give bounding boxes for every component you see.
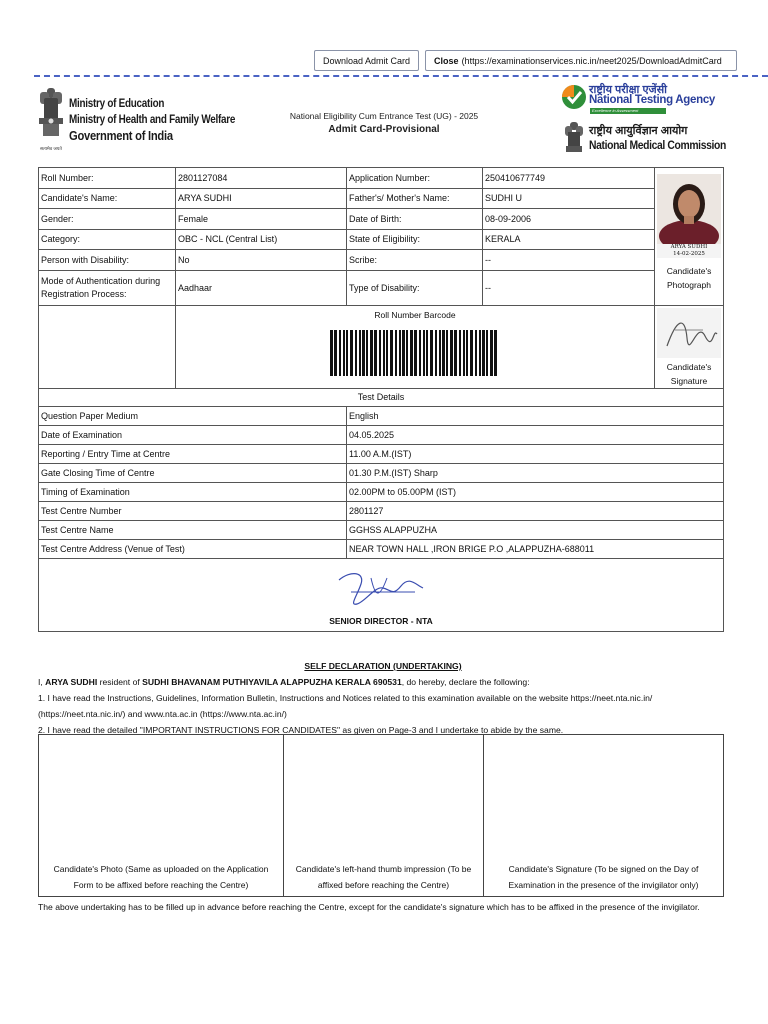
state-eligibility-label: State of Eligibility:	[347, 229, 483, 250]
barcode-bar	[370, 330, 373, 376]
barcode-bar	[475, 330, 477, 376]
test-detail-value: 2801127	[347, 501, 724, 520]
nmc-logo	[559, 120, 734, 162]
dashed-separator	[34, 75, 768, 77]
barcode-bar	[426, 330, 428, 376]
toolbar	[314, 50, 737, 72]
pwd-value: No	[176, 250, 347, 271]
self-declaration	[38, 658, 728, 738]
roll-number-value: 2801127084	[176, 168, 347, 189]
intro-mid: resident of	[97, 677, 143, 687]
nmc-hindi-name: राष्ट्रीय आयुर्विज्ञान आयोग	[589, 125, 688, 137]
barcode-bar	[490, 330, 493, 376]
barcode-bar	[463, 330, 465, 376]
ministry-block	[69, 96, 262, 144]
barcode-bar	[479, 330, 481, 376]
gender-label: Gender:	[39, 209, 176, 230]
barcode-bar	[454, 330, 457, 376]
parent-name-label: Father's/ Mother's Name:	[347, 188, 483, 209]
barcode-bar	[482, 330, 485, 376]
category-label: Category:	[39, 229, 176, 250]
test-detail-label: Reporting / Entry Time at Centre	[39, 444, 347, 463]
photo-cell	[655, 168, 724, 306]
test-detail-label: Test Centre Address (Venue of Test)	[39, 539, 347, 558]
test-detail-value: 02.00PM to 05.00PM (IST)	[347, 482, 724, 501]
state-eligibility-value: KERALA	[483, 229, 655, 250]
signature-caption: Candidate's Signature	[666, 361, 712, 386]
barcode-bar	[334, 330, 337, 376]
photograph-caption: Candidate's Photograph	[666, 266, 712, 290]
dob-label: Date of Birth:	[347, 209, 483, 230]
test-detail-value: GGHSS ALAPPUZHA	[347, 520, 724, 539]
test-detail-value: NEAR TOWN HALL ,IRON BRIGE P.O ,ALAPPUZHA-688011	[347, 539, 724, 558]
signature-affix-box: Candidate's Signature (To be signed on the Day of Examination in the presence of the invigilator only)	[484, 735, 724, 897]
declaration-point-1: 1. I have read the Instructions, Guidelines, Information Bulletin, Instructions and Notices related to this examination available on the website https://neet.nta.nic.in/	[38, 693, 653, 703]
barcode-bar	[362, 330, 365, 376]
declaration-point-1-cont: (https://neet.nta.nic.in/) and www.nta.ac.in (https://www.nta.ac.in/)	[38, 709, 287, 719]
scribe-value: --	[483, 250, 655, 271]
affix-boxes	[38, 734, 724, 897]
test-detail-value: 01.30 P.M.(IST) Sharp	[347, 463, 724, 482]
intro-suffix: , do hereby, declare the following:	[401, 677, 530, 687]
national-emblem-icon	[34, 86, 68, 148]
barcode-bar	[466, 330, 468, 376]
nta-logo	[559, 82, 734, 114]
card-title: Admit Card-Provisional	[328, 124, 440, 135]
auth-mode-label: Mode of Authentication during Registration Process:	[39, 270, 176, 305]
barcode-bar	[343, 330, 345, 376]
parent-name-value: SUDHI U	[483, 188, 655, 209]
photo-date-stamp: 14-02-2025	[673, 251, 705, 257]
category-value: OBC - NCL (Central List)	[176, 229, 347, 250]
director-signature-image	[331, 566, 431, 612]
signature-cell	[655, 305, 724, 388]
test-details-heading: Test Details	[39, 388, 724, 406]
barcode-bar	[414, 330, 417, 376]
barcode-bar	[442, 330, 445, 376]
nmc-english-name: National Medical Commission	[589, 140, 726, 152]
barcode-bar	[339, 330, 341, 376]
barcode-bar	[450, 330, 453, 376]
intro-name: ARYA SUDHI	[45, 677, 98, 687]
declaration-point-2: 2. I have read the detailed "IMPORTANT INSTRUCTIONS FOR CANDIDATES" as given on Page-3 and I undertake to abide by the same.	[38, 725, 564, 735]
blank-cell	[39, 305, 176, 388]
barcode-bar	[366, 330, 368, 376]
test-detail-label: Question Paper Medium	[39, 406, 347, 425]
close-button[interactable]	[425, 50, 737, 71]
barcode-bar	[459, 330, 461, 376]
candidate-portrait-icon	[657, 174, 721, 244]
thumb-impression-box: Candidate's left-hand thumb impression (To be affixed before reaching the Centre)	[284, 735, 484, 897]
barcode-bar	[419, 330, 421, 376]
director-signature-cell	[39, 558, 724, 631]
nmc-emblem-icon	[563, 120, 585, 158]
barcode-bar	[430, 330, 433, 376]
test-detail-label: Gate Closing Time of Centre	[39, 463, 347, 482]
test-detail-label: Test Centre Name	[39, 520, 347, 539]
application-number-value: 250410677749	[483, 168, 655, 189]
barcode-bar	[439, 330, 441, 376]
emblem-caption: सत्यमेव जयते	[40, 146, 62, 151]
barcode-bar	[330, 330, 333, 376]
barcode-bar	[390, 330, 393, 376]
disability-type-label: Type of Disability:	[347, 270, 483, 305]
dob-value: 08-09-2006	[483, 209, 655, 230]
close-label: Close	[434, 55, 459, 66]
ministry-education: Ministry of Education	[69, 98, 165, 110]
barcode-bar	[486, 330, 488, 376]
barcode-bar	[379, 330, 381, 376]
barcode-bar	[386, 330, 388, 376]
declaration-intro	[38, 674, 728, 690]
scribe-label: Scribe:	[347, 250, 483, 271]
government-of-india: Government of India	[69, 128, 173, 143]
barcode-bar	[359, 330, 361, 376]
intro-prefix: I,	[38, 677, 46, 687]
test-detail-label: Date of Examination	[39, 425, 347, 444]
test-detail-value: 04.05.2025	[347, 425, 724, 444]
disability-type-value: --	[483, 270, 655, 305]
barcode-bar	[410, 330, 413, 376]
barcode-cell	[176, 305, 655, 388]
barcode-bar	[423, 330, 425, 376]
barcode-bar	[346, 330, 348, 376]
declaration-title: SELF DECLARATION (UNDERTAKING)	[304, 661, 462, 671]
barcode-bar	[435, 330, 437, 376]
barcode-bar	[355, 330, 357, 376]
auth-mode-value: Aadhaar	[176, 270, 347, 305]
barcode-bar	[395, 330, 397, 376]
candidate-name-label: Candidate's Name:	[39, 188, 176, 209]
nta-check-icon	[561, 84, 587, 110]
intro-address: SUDHI BHAVANAM PUTHIYAVILA ALAPPUZHA KERALA 690531	[142, 677, 402, 687]
download-admit-card-button[interactable]: Download Admit Card	[314, 50, 419, 71]
admit-card-table	[38, 167, 724, 632]
barcode-bar	[494, 330, 497, 376]
exam-title: National Eligibility Cum Entrance Test (UG) - 2025	[289, 111, 479, 121]
photo-name-stamp: ARYA SUDHI	[670, 244, 708, 250]
test-detail-value: 11.00 A.M.(IST)	[347, 444, 724, 463]
test-detail-label: Timing of Examination	[39, 482, 347, 501]
pwd-label: Person with Disability:	[39, 250, 176, 271]
gender-value: Female	[176, 209, 347, 230]
barcode-bar	[350, 330, 353, 376]
test-detail-value: English	[347, 406, 724, 425]
undertaking-note: The above undertaking has to be filled up in advance before reaching the Centre, except for the candidate's signature which has to be affixed in the presence of the invigilator.	[38, 902, 700, 912]
barcode-bar	[399, 330, 401, 376]
candidate-photo	[657, 174, 721, 258]
test-detail-label: Test Centre Number	[39, 501, 347, 520]
barcode-bar	[402, 330, 405, 376]
barcode-bar	[406, 330, 408, 376]
barcode-bar	[374, 330, 377, 376]
roll-number-barcode	[330, 330, 500, 376]
candidate-signature-image	[657, 308, 721, 358]
ministry-health: Ministry of Health and Family Welfare	[69, 114, 236, 126]
close-url: (https://examinationservices.nic.in/neet2025/DownloadAdmitCard	[461, 55, 722, 66]
application-number-label: Application Number:	[347, 168, 483, 189]
nta-hindi-name: राष्ट्रीय परीक्षा एजेंसी	[589, 84, 667, 96]
candidate-name-value: ARYA SUDHI	[176, 188, 347, 209]
photo-affix-box: Candidate's Photo (Same as uploaded on the Application Form to be affixed before reaching the Centre)	[39, 735, 284, 897]
nta-english-name: National Testing Agency	[589, 94, 716, 106]
barcode-bar	[383, 330, 385, 376]
senior-director-label: SENIOR DIRECTOR - NTA	[329, 615, 433, 626]
barcode-bar	[446, 330, 448, 376]
barcode-title: Roll Number Barcode	[374, 309, 456, 320]
roll-number-label: Roll Number:	[39, 168, 176, 189]
document-header	[34, 86, 734, 166]
nta-tagline: Excellence in Assessment	[590, 108, 666, 114]
barcode-bar	[470, 330, 473, 376]
